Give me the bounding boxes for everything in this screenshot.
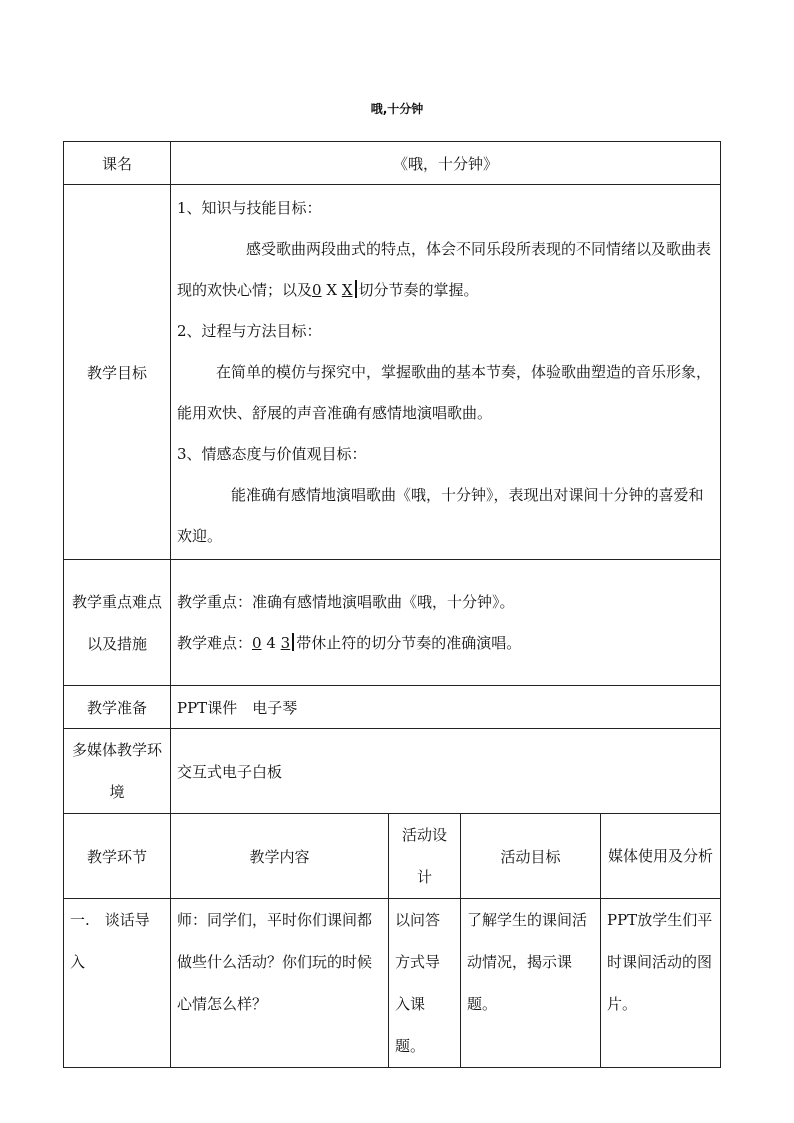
rhythm2-note-1: 0: [252, 633, 262, 652]
rhythm2-note-3: 3: [280, 633, 291, 652]
key-line-1: 教学重点：准确有感情地演唱歌曲《哦，十分钟》。: [177, 592, 515, 611]
header-design: 活动设计: [389, 814, 461, 899]
rhythm-note-1: 0: [312, 280, 322, 299]
media-label: 多媒体教学环境: [64, 729, 171, 814]
goal-text-1: [177, 229, 714, 311]
stage-1-content: 师：同学们，平时你们课间都做些什么活动？你们玩的时候心情怎么样？: [171, 899, 389, 1068]
key-label: 教学重点难点以及措施: [64, 560, 171, 686]
row-goals: [64, 185, 721, 560]
row-course: [64, 142, 721, 185]
row-prep: [64, 686, 721, 729]
document-title: 哦,十分钟: [370, 102, 424, 116]
row-media: [64, 729, 721, 814]
stage-1-media-use: PPT放学生们平时课间活动的图片。: [601, 899, 721, 1068]
key-content: [171, 560, 721, 686]
goal-text-3: 能准确有感情地演唱歌曲《哦，十分钟》，表现出对课间十分钟的喜爱和欢迎。: [177, 485, 704, 545]
stage-1-name: 一. 谈话导入: [64, 899, 171, 1068]
row-key-points: [64, 560, 721, 686]
rhythm2-note-2: 4: [266, 633, 276, 652]
goal-heading-2: 2、过程与方法目标：: [177, 321, 322, 340]
key-line-2a: 教学难点：: [177, 633, 253, 652]
goal-text-1b: 切分节奏的掌握。: [358, 280, 479, 299]
key-line-2: [177, 623, 714, 664]
goals-content: [171, 185, 721, 560]
goals-label: 教学目标: [64, 185, 171, 560]
header-media-use: 媒体使用及分析: [601, 814, 721, 899]
row-stage-1: [64, 899, 721, 1068]
goal-text-2: 在简单的模仿与探究中，掌握歌曲的基本节奏，体验歌曲塑造的音乐形象，能用欢快、舒展的声音准确有感情地演唱歌曲。: [177, 362, 712, 422]
prep-value: PPT课件 电子琴: [171, 686, 721, 729]
goal-text-1a: 感受歌曲两段曲式的特点，体会不同乐段所表现的不同情绪以及歌曲表现的欢快心情；以及: [177, 239, 712, 299]
header-objective: 活动目标: [461, 814, 601, 899]
stage-1-objective: 了解学生的课间活动情况，揭示课题。: [461, 899, 601, 1068]
rhythm-note-2: X: [326, 280, 338, 299]
goal-heading-3: 3、情感态度与价值观目标：: [177, 444, 367, 463]
lesson-plan-table: [63, 141, 721, 1068]
rhythm-note-3: X: [341, 280, 353, 299]
prep-label: 教学准备: [64, 686, 171, 729]
stage-1-design: 以问答方式导入课题。: [389, 899, 461, 1068]
course-label: 课名: [64, 142, 171, 185]
media-value: 交互式电子白板: [171, 729, 721, 814]
course-value: 《哦，十分钟》: [171, 142, 721, 185]
goal-heading-1: 1、知识与技能目标：: [177, 198, 322, 217]
bar-line: [355, 280, 357, 298]
bar-line: [292, 633, 294, 651]
row-process-header: [64, 814, 721, 899]
header-content: 教学内容: [171, 814, 389, 899]
header-stage: 教学环节: [64, 814, 171, 899]
key-line-2b: 带休止符的切分节奏的准确演唱。: [296, 633, 522, 652]
